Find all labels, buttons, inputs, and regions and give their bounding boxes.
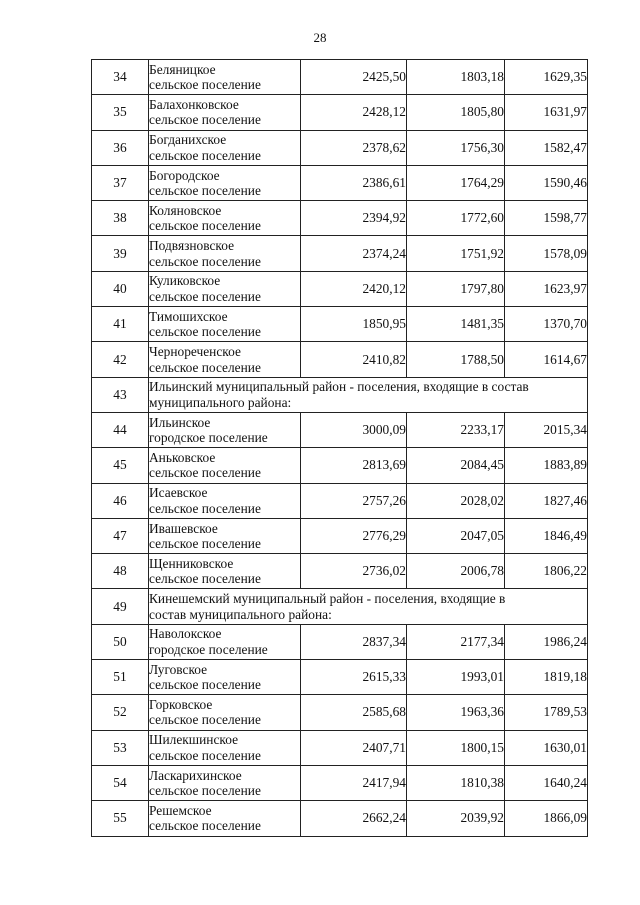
- value-1: 2428,12: [301, 95, 407, 130]
- row-number: 42: [92, 342, 149, 377]
- table-row: [92, 201, 588, 236]
- row-number: 37: [92, 165, 149, 200]
- value-2: 2028,02: [407, 483, 505, 518]
- value-1: 2757,26: [301, 483, 407, 518]
- settlement-name-line-1: Луговское: [149, 661, 208, 677]
- value-3: 1582,47: [505, 130, 588, 165]
- value-3: 1806,22: [505, 554, 588, 589]
- row-number: 35: [92, 95, 149, 130]
- value-2: 1764,29: [407, 165, 505, 200]
- settlement-name-line-1: Исаевское: [149, 485, 208, 501]
- value-3: 1789,53: [505, 695, 588, 730]
- section-title-line-2: состав муниципального района:: [149, 606, 332, 622]
- value-2: 2039,92: [407, 801, 505, 836]
- value-2: 1481,35: [407, 307, 505, 342]
- row-number: 50: [92, 624, 149, 659]
- section-title: [149, 377, 588, 412]
- value-3: 1370,70: [505, 307, 588, 342]
- table-row: [92, 412, 588, 447]
- value-1: 2417,94: [301, 765, 407, 800]
- table-row: [92, 801, 588, 836]
- settlement-name-line-1: Чернореченское: [149, 344, 241, 360]
- table-row: [92, 448, 588, 483]
- value-2: 1810,38: [407, 765, 505, 800]
- settlement-name: [149, 730, 301, 765]
- row-number: 34: [92, 60, 149, 95]
- settlement-name-line-2: сельское поселение: [149, 783, 261, 799]
- settlement-name-line-2: сельское поселение: [149, 712, 261, 728]
- value-2: 1963,36: [407, 695, 505, 730]
- table-row: [92, 765, 588, 800]
- settlement-name: [149, 412, 301, 447]
- value-3: 1623,97: [505, 271, 588, 306]
- section-row: [92, 589, 588, 624]
- row-number: 49: [92, 589, 149, 624]
- settlement-name-line-2: сельское поселение: [149, 747, 261, 763]
- settlement-name: [149, 765, 301, 800]
- row-number: 44: [92, 412, 149, 447]
- settlement-name-line-2: городское поселение: [149, 641, 268, 657]
- row-number: 45: [92, 448, 149, 483]
- settlement-name-line-2: сельское поселение: [149, 359, 261, 375]
- table-row: [92, 554, 588, 589]
- value-1: 2425,50: [301, 60, 407, 95]
- settlement-name-line-2: сельское поселение: [149, 218, 261, 234]
- settlement-name: [149, 130, 301, 165]
- value-1: 2736,02: [301, 554, 407, 589]
- table-row: [92, 730, 588, 765]
- settlement-name: [149, 448, 301, 483]
- section-title-line-1: Ильинский муниципальный район - поселения, входящие в состав: [149, 379, 529, 395]
- row-number: 41: [92, 307, 149, 342]
- value-1: 2837,34: [301, 624, 407, 659]
- row-number: 39: [92, 236, 149, 271]
- settlement-name-line-1: Богородское: [149, 167, 220, 183]
- settlement-name-line-2: сельское поселение: [149, 500, 261, 516]
- settlement-name-line-2: сельское поселение: [149, 677, 261, 693]
- value-3: 1846,49: [505, 518, 588, 553]
- value-3: 1578,09: [505, 236, 588, 271]
- section-title-line-2: муниципального района:: [149, 394, 292, 410]
- row-number: 40: [92, 271, 149, 306]
- row-number: 53: [92, 730, 149, 765]
- value-3: 1819,18: [505, 660, 588, 695]
- settlement-name: [149, 236, 301, 271]
- section-title-line-1: Кинешемский муниципальный район - поселения, входящие в: [149, 591, 506, 607]
- row-number: 51: [92, 660, 149, 695]
- value-1: 2374,24: [301, 236, 407, 271]
- table-row: [92, 518, 588, 553]
- value-2: 2006,78: [407, 554, 505, 589]
- settlement-name-line-1: Решемское: [149, 802, 212, 818]
- settlement-name-line-1: Щенниковское: [149, 555, 234, 571]
- settlement-name: [149, 660, 301, 695]
- settlement-name-line-2: сельское поселение: [149, 818, 261, 834]
- value-3: 1986,24: [505, 624, 588, 659]
- row-number: 43: [92, 377, 149, 412]
- settlement-name-line-2: сельское поселение: [149, 465, 261, 481]
- settlement-name-line-1: Ильинское: [149, 414, 211, 430]
- value-2: 2047,05: [407, 518, 505, 553]
- value-1: 2410,82: [301, 342, 407, 377]
- value-1: 2615,33: [301, 660, 407, 695]
- settlement-name-line-1: Горковское: [149, 696, 213, 712]
- settlement-name-line-2: сельское поселение: [149, 324, 261, 340]
- value-2: 1751,92: [407, 236, 505, 271]
- value-1: 3000,09: [301, 412, 407, 447]
- settlement-name-line-2: сельское поселение: [149, 77, 261, 93]
- settlement-name-line-1: Тимошихское: [149, 308, 228, 324]
- settlement-name: [149, 554, 301, 589]
- value-3: 1629,35: [505, 60, 588, 95]
- value-2: 1772,60: [407, 201, 505, 236]
- settlement-name-line-1: Куликовское: [149, 273, 221, 289]
- table-row: [92, 342, 588, 377]
- settlement-name-line-1: Аньковское: [149, 449, 216, 465]
- row-number: 48: [92, 554, 149, 589]
- row-number: 38: [92, 201, 149, 236]
- table-row: [92, 695, 588, 730]
- settlement-name-line-1: Подвязновское: [149, 238, 235, 254]
- table-row: [92, 271, 588, 306]
- table-row: [92, 624, 588, 659]
- value-2: 2084,45: [407, 448, 505, 483]
- row-number: 52: [92, 695, 149, 730]
- table-row: [92, 130, 588, 165]
- value-3: 1614,67: [505, 342, 588, 377]
- row-number: 36: [92, 130, 149, 165]
- settlement-name-line-1: Коляновское: [149, 202, 222, 218]
- value-1: 2378,62: [301, 130, 407, 165]
- table-body: [92, 60, 588, 837]
- settlement-name: [149, 60, 301, 95]
- value-1: 2420,12: [301, 271, 407, 306]
- value-2: 1788,50: [407, 342, 505, 377]
- value-3: 1866,09: [505, 801, 588, 836]
- value-3: 1590,46: [505, 165, 588, 200]
- settlement-name-line-1: Богданихское: [149, 132, 227, 148]
- settlement-name: [149, 342, 301, 377]
- table-row: [92, 660, 588, 695]
- row-number: 54: [92, 765, 149, 800]
- value-3: 1631,97: [505, 95, 588, 130]
- tariff-table: [91, 59, 588, 837]
- value-3: 1598,77: [505, 201, 588, 236]
- value-1: 2386,61: [301, 165, 407, 200]
- settlement-name-line-1: Балахонковское: [149, 96, 239, 112]
- table-row: [92, 307, 588, 342]
- value-2: 1756,30: [407, 130, 505, 165]
- settlement-name-line-2: сельское поселение: [149, 253, 261, 269]
- settlement-name: [149, 801, 301, 836]
- value-1: 2407,71: [301, 730, 407, 765]
- value-1: 2813,69: [301, 448, 407, 483]
- table-row: [92, 95, 588, 130]
- section-row: [92, 377, 588, 412]
- settlement-name-line-2: сельское поселение: [149, 536, 261, 551]
- settlement-name: [149, 624, 301, 659]
- settlement-name-line-1: Шилекшинское: [149, 732, 239, 748]
- row-number: 46: [92, 483, 149, 518]
- value-1: 2585,68: [301, 695, 407, 730]
- value-3: 1883,89: [505, 448, 588, 483]
- settlement-name-line-2: городское поселение: [149, 430, 268, 446]
- settlement-name-line-1: Ласкарихинское: [149, 767, 242, 783]
- settlement-name-line-1: Ивашевское: [149, 520, 218, 536]
- value-3: 2015,34: [505, 412, 588, 447]
- table-row: [92, 165, 588, 200]
- settlement-name: [149, 95, 301, 130]
- settlement-name-line-2: сельское поселение: [149, 112, 261, 128]
- settlement-name: [149, 165, 301, 200]
- settlement-name-line-2: сельское поселение: [149, 288, 261, 304]
- settlement-name: [149, 518, 301, 553]
- settlement-name: [149, 483, 301, 518]
- settlement-name: [149, 695, 301, 730]
- value-3: 1630,01: [505, 730, 588, 765]
- value-2: 1805,80: [407, 95, 505, 130]
- page-number: 28: [313, 30, 327, 45]
- value-3: 1640,24: [505, 765, 588, 800]
- settlement-name-line-2: сельское поселение: [149, 147, 261, 163]
- row-number: 47: [92, 518, 149, 553]
- table-row: [92, 483, 588, 518]
- settlement-name-line-2: сельское поселение: [149, 183, 261, 199]
- value-2: 2233,17: [407, 412, 505, 447]
- value-2: 1993,01: [407, 660, 505, 695]
- value-2: 2177,34: [407, 624, 505, 659]
- value-3: 1827,46: [505, 483, 588, 518]
- value-1: 2662,24: [301, 801, 407, 836]
- settlement-name-line-2: сельское поселение: [149, 571, 261, 587]
- row-number: 55: [92, 801, 149, 836]
- value-1: 2776,29: [301, 518, 407, 553]
- settlement-name-line-1: Беляницкое: [149, 61, 216, 77]
- value-1: 2394,92: [301, 201, 407, 236]
- settlement-name-line-1: Наволокское: [149, 626, 222, 642]
- settlement-name: [149, 201, 301, 236]
- table-row: [92, 60, 588, 95]
- value-2: 1803,18: [407, 60, 505, 95]
- value-2: 1800,15: [407, 730, 505, 765]
- settlement-name: [149, 307, 301, 342]
- value-1: 1850,95: [301, 307, 407, 342]
- value-2: 1797,80: [407, 271, 505, 306]
- section-title: [149, 589, 588, 624]
- table-row: [92, 236, 588, 271]
- settlement-name: [149, 271, 301, 306]
